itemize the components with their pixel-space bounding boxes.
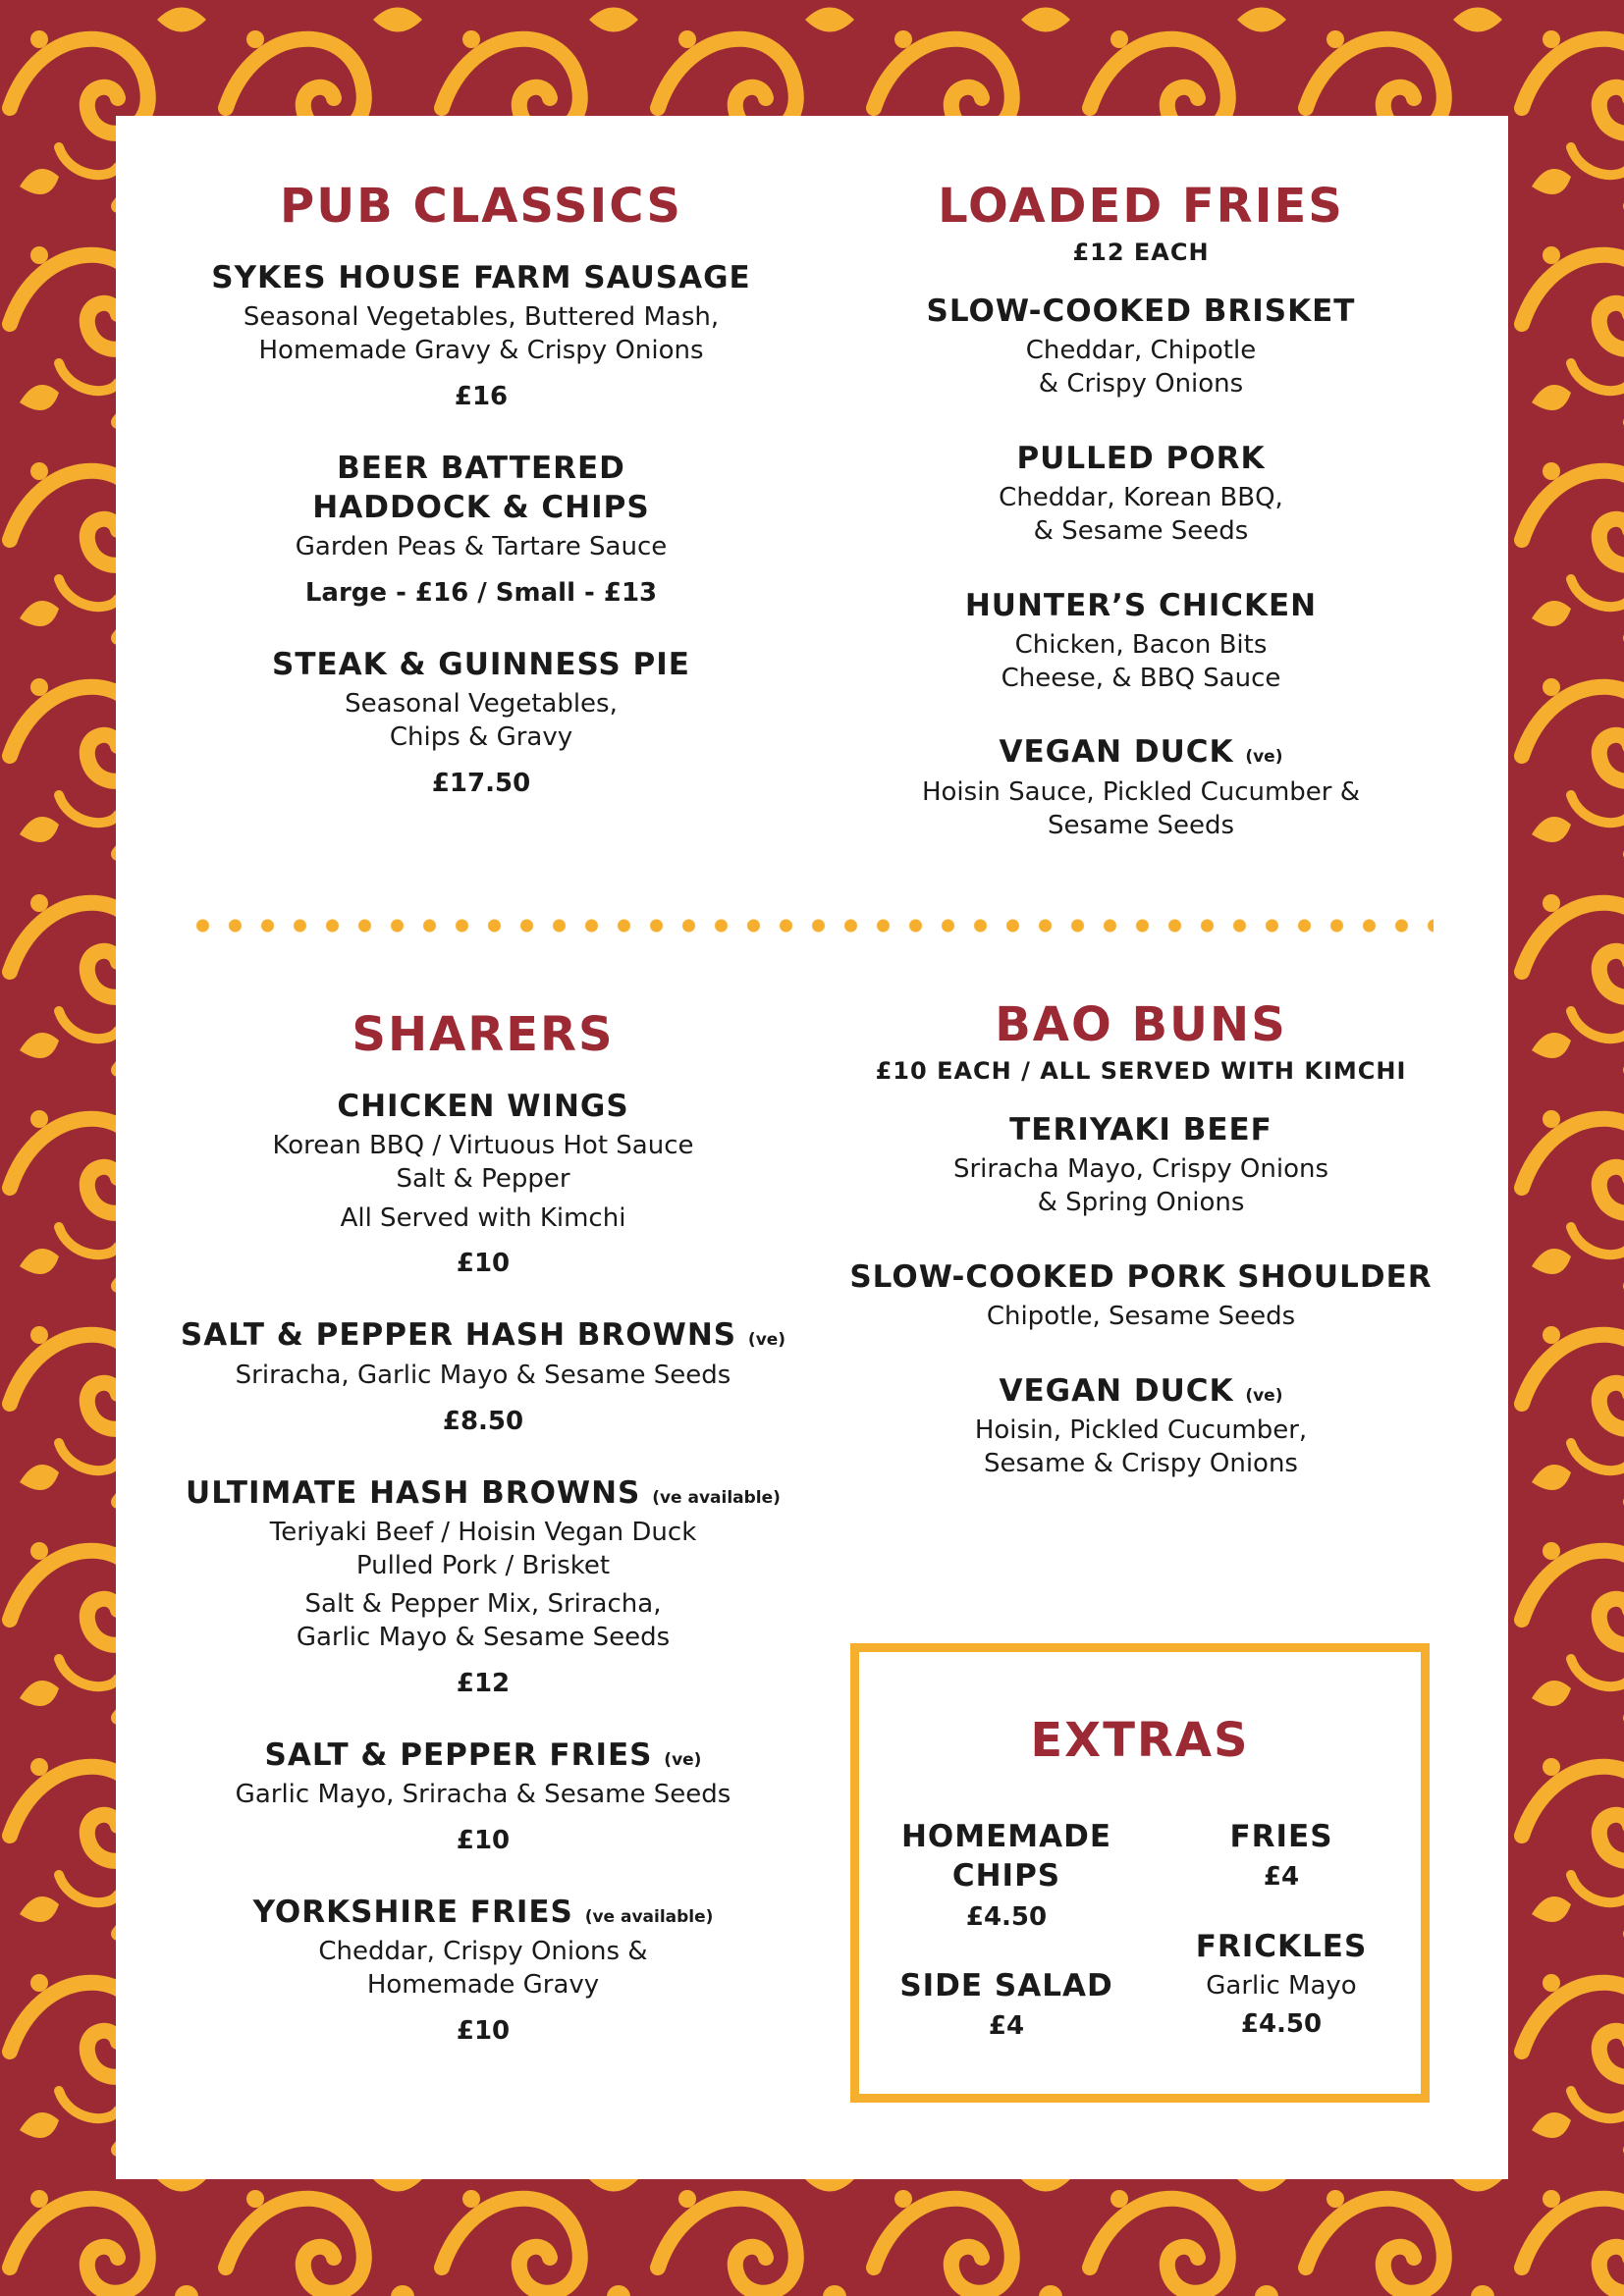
item-name: SIDE SALAD — [899, 1968, 1113, 2003]
item-description-line: Chips & Gravy — [389, 722, 573, 753]
item-name: HUNTER’S CHICKEN — [964, 587, 1318, 623]
item-price: £4.50 — [1240, 2009, 1323, 2040]
item-name-text: SALT & PEPPER FRIES — [264, 1737, 653, 1774]
item-name: TERIYAKI BEEF — [1009, 1111, 1272, 1148]
item-description-line: & Spring Onions — [1037, 1187, 1245, 1217]
item-name-text: VEGAN DUCK — [999, 1372, 1234, 1409]
item-description-line: Korean BBQ / Virtuous Hot Sauce — [272, 1131, 694, 1161]
item-name — [846, 732, 1435, 772]
item-description: Garlic Mayo, Sriracha & Sesame Seeds — [235, 1780, 731, 1810]
item-name — [167, 1893, 799, 1932]
menu-item — [837, 1371, 1445, 1481]
item-price: Large - £16 / Small - £13 — [304, 578, 658, 609]
item-name: STEAK & GUINNESS PIE — [272, 647, 690, 683]
item-description-line: Cheddar, Chipotle — [1025, 336, 1257, 366]
item-name — [167, 1735, 799, 1775]
section-subtitle: £10 EACH / ALL SERVED WITH KIMCHI — [875, 1056, 1407, 1085]
item-name: FRICKLES — [1195, 1929, 1368, 1964]
item-description-line: All Served with Kimchi — [340, 1202, 626, 1233]
item-name: FRIES — [1229, 1819, 1333, 1854]
item-description-line: Hoisin, Pickled Cucumber, — [974, 1415, 1308, 1446]
menu-item — [167, 1893, 799, 2046]
menu-item — [187, 449, 776, 608]
item-description-line: Cheddar, Crispy Onions & — [318, 1937, 648, 1967]
item-price: £10 — [456, 1249, 511, 1279]
item-name — [167, 1473, 799, 1513]
item-description-line: Hoisin Sauce, Pickled Cucumber & — [921, 776, 1361, 807]
item-description — [187, 301, 776, 368]
item-description — [187, 688, 776, 755]
item-description — [167, 1936, 799, 2002]
item-price: £16 — [454, 381, 509, 411]
section-title: PUB CLASSICS — [280, 179, 682, 234]
item-name-text: VEGAN DUCK — [999, 734, 1234, 771]
pub-classics-section — [187, 181, 776, 798]
menu-item — [167, 1473, 799, 1698]
item-price: £10 — [456, 1826, 511, 1856]
item-description-line: Salt & Pepper — [396, 1163, 570, 1194]
menu-item — [167, 1087, 799, 1279]
item-name-line: HADDOCK & CHIPS — [312, 489, 650, 525]
bao-buns-section — [837, 999, 1445, 1481]
menu-item — [846, 439, 1435, 549]
menu-item — [846, 732, 1435, 842]
menu-item — [187, 645, 776, 798]
section-title: LOADED FRIES — [938, 179, 1344, 234]
item-price: £4 — [988, 2011, 1025, 2042]
item-name-line: HOMEMADE — [900, 1819, 1112, 1854]
vegan-tag: (ve) — [747, 1330, 786, 1351]
extras-item — [1154, 1927, 1409, 2039]
item-description-line: Seasonal Vegetables, Buttered Mash, — [243, 302, 720, 333]
item-description-line: Seasonal Vegetables, — [345, 689, 618, 720]
item-name — [837, 1371, 1445, 1411]
item-description-line: Chicken, Bacon Bits — [1014, 629, 1268, 660]
item-description — [837, 1153, 1445, 1220]
item-description — [167, 1130, 799, 1235]
menu-item — [837, 1110, 1445, 1220]
item-price: £17.50 — [431, 768, 531, 798]
item-description — [846, 482, 1435, 549]
item-name-line: CHIPS — [951, 1858, 1061, 1895]
menu-item — [846, 292, 1435, 401]
sharers-section — [167, 1009, 799, 2046]
item-description-line: Salt & Pepper Mix, Sriracha, — [304, 1589, 662, 1620]
menu-item — [846, 586, 1435, 696]
item-description — [846, 629, 1435, 696]
item-name-text: ULTIMATE HASH BROWNS — [186, 1474, 641, 1511]
item-description: Chipotle, Sesame Seeds — [986, 1301, 1296, 1331]
item-price: £12 — [456, 1669, 511, 1699]
extras-item — [1154, 1817, 1409, 1892]
item-name — [187, 449, 776, 528]
item-description: Garlic Mayo — [1206, 1971, 1357, 2002]
item-description-line: Cheese, & BBQ Sauce — [1001, 663, 1281, 693]
item-name: SLOW-COOKED BRISKET — [926, 293, 1356, 329]
item-name — [167, 1315, 799, 1355]
extras-item — [879, 1966, 1134, 2041]
item-description-line: Sesame & Crispy Onions — [984, 1448, 1298, 1478]
item-name: SYKES HOUSE FARM SAUSAGE — [211, 259, 751, 295]
item-description-line: Garlic Mayo & Sesame Seeds — [296, 1623, 671, 1653]
item-name — [879, 1817, 1134, 1896]
item-description-line: Homemade Gravy — [366, 1970, 600, 2001]
item-name: CHICKEN WINGS — [337, 1088, 629, 1124]
item-name: SLOW-COOKED PORK SHOULDER — [849, 1258, 1433, 1295]
extras-item — [879, 1817, 1134, 1932]
item-description-line: Cheddar, Korean BBQ, — [999, 482, 1283, 512]
extras-box — [850, 1643, 1430, 2103]
dotted-divider — [187, 919, 1434, 933]
item-description-line: & Crispy Onions — [1038, 368, 1244, 399]
item-description — [846, 335, 1435, 401]
item-description-line: Sesame Seeds — [1047, 810, 1235, 840]
item-price: £10 — [456, 2016, 511, 2047]
section-title: BAO BUNS — [995, 997, 1287, 1052]
item-price: £4.50 — [965, 1901, 1048, 1932]
vegan-tag: (ve) — [1245, 1385, 1283, 1406]
menu-item — [187, 258, 776, 411]
menu-item — [837, 1257, 1445, 1334]
vegan-tag: (ve) — [1245, 747, 1283, 768]
section-title: EXTRAS — [1030, 1713, 1250, 1768]
item-description-line: & Sesame Seeds — [1033, 515, 1249, 546]
item-name-text: SALT & PEPPER HASH BROWNS — [180, 1317, 737, 1354]
item-name-text: YORKSHIRE FRIES — [252, 1895, 573, 1931]
loaded-fries-section — [846, 181, 1435, 842]
section-title: SHARERS — [352, 1007, 615, 1062]
vegan-tag: (ve available) — [584, 1907, 714, 1928]
section-subtitle: £12 EACH — [1072, 238, 1210, 266]
vegan-tag: (ve) — [664, 1750, 702, 1771]
item-price: £4 — [1263, 1862, 1300, 1893]
item-description — [167, 1517, 799, 1655]
item-description: Sriracha, Garlic Mayo & Sesame Seeds — [235, 1360, 731, 1390]
menu-item — [167, 1735, 799, 1855]
item-description-line: Pulled Pork / Brisket — [355, 1550, 611, 1580]
item-description — [846, 776, 1435, 843]
vegan-tag: (ve available) — [652, 1487, 781, 1508]
item-price: £8.50 — [442, 1406, 524, 1436]
menu-item — [167, 1315, 799, 1435]
item-description — [837, 1415, 1445, 1481]
item-description-line: Teriyaki Beef / Hoisin Vegan Duck — [269, 1517, 697, 1547]
item-description: Garden Peas & Tartare Sauce — [295, 532, 668, 562]
item-name: PULLED PORK — [1016, 440, 1266, 476]
item-name-line: BEER BATTERED — [337, 450, 625, 486]
item-description-line: Homemade Gravy & Crispy Onions — [258, 335, 704, 365]
item-description-line: Sriracha Mayo, Crispy Onions — [952, 1154, 1329, 1185]
